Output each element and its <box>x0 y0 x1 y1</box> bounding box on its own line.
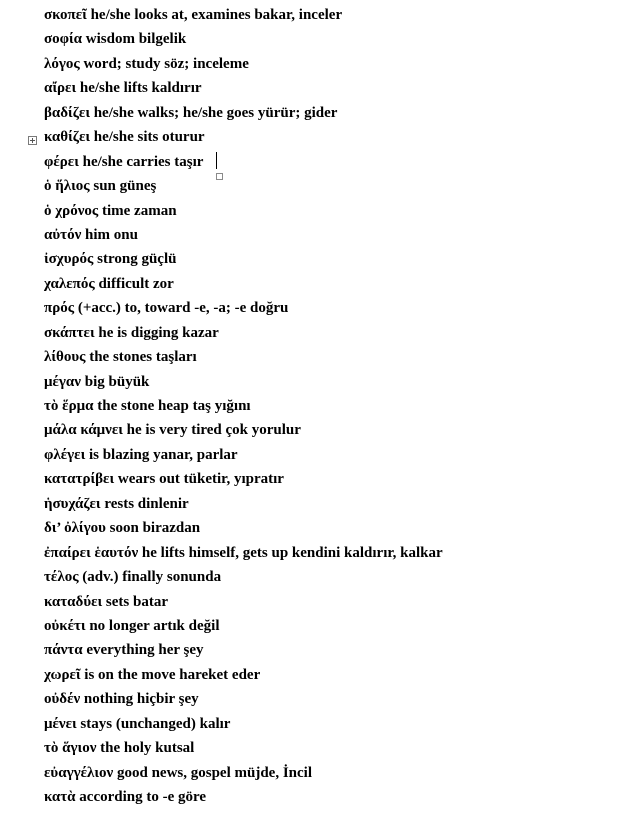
vocabulary-line: πρός (+acc.) to, toward -e, -a; -e doğru <box>44 300 289 317</box>
vocabulary-line: βαδίζει he/she walks; he/she goes yürür; gider <box>44 104 338 121</box>
vocabulary-line: οὐκέτι no longer artık değil <box>44 617 220 634</box>
vocabulary-line: τὸ ἅγιον the holy kutsal <box>44 740 195 757</box>
table-move-handle-icon[interactable] <box>28 136 37 145</box>
vocabulary-line: μένει stays (unchanged) kalır <box>44 715 231 732</box>
vocabulary-line: αἴρει he/she lifts kaldırır <box>44 80 202 97</box>
vocabulary-line: μάλα κάμνει he is very tired çok yorulur <box>44 422 301 439</box>
vocabulary-line: οὐδέν nothing hiçbir şey <box>44 691 199 708</box>
vocabulary-line: αὐτόν him onu <box>44 226 138 243</box>
vocabulary-line: εὐαγγέλιον good news, gospel müjde, İncil <box>44 764 313 781</box>
vocabulary-line: κατατρίβει wears out tüketir, yıpratır <box>44 471 284 488</box>
vocabulary-line: φλέγει is blazing yanar, parlar <box>44 446 238 463</box>
vocabulary-line: πάντα everything her şey <box>44 642 204 659</box>
vocabulary-line: τέλος (adv.) finally sonunda <box>44 569 222 586</box>
vocabulary-line: δι’ ὀλίγου soon birazdan <box>44 520 201 537</box>
vocabulary-line: χωρεῖ is on the move hareket eder <box>44 666 261 683</box>
vocabulary-line: ἐπαίρει ἑαυτόν he lifts himself, gets up kendini kaldırır, kalkar <box>44 544 443 561</box>
vocabulary-line: καταδύει sets batar <box>44 593 169 610</box>
vocabulary-line: ὁ χρόνος time zaman <box>44 202 177 219</box>
vocabulary-line: μέγαν big büyük <box>44 373 150 390</box>
vocabulary-line: κατὰ according to -e göre <box>44 789 207 805</box>
vocabulary-line: ἰσχυρός strong güçlü <box>44 251 177 268</box>
vocabulary-line: καθίζει he/she sits oturur <box>44 129 205 146</box>
vocabulary-line: χαλεπός difficult zor <box>44 275 174 292</box>
vocabulary-line: ἡσυχάζει rests dinlenir <box>44 495 189 512</box>
vocabulary-line: φέρει he/she carries taşır <box>44 153 204 170</box>
vocabulary-line: τὸ ἕρμα the stone heap taş yığını <box>44 398 251 414</box>
vocabulary-line: λόγος word; study söz; inceleme <box>44 55 249 72</box>
vocabulary-line: σοφία wisdom bilgelik <box>44 31 187 48</box>
vocabulary-line: σκοπεῖ he/she looks at, examines bakar, inceler <box>44 7 343 23</box>
vocabulary-list <box>44 3 443 809</box>
vocabulary-line: σκάπτει he is digging kazar <box>44 324 219 341</box>
vocabulary-line: λίθους the stones taşları <box>44 349 197 366</box>
vocabulary-line: ὁ ἥλιος sun güneş <box>44 178 157 195</box>
